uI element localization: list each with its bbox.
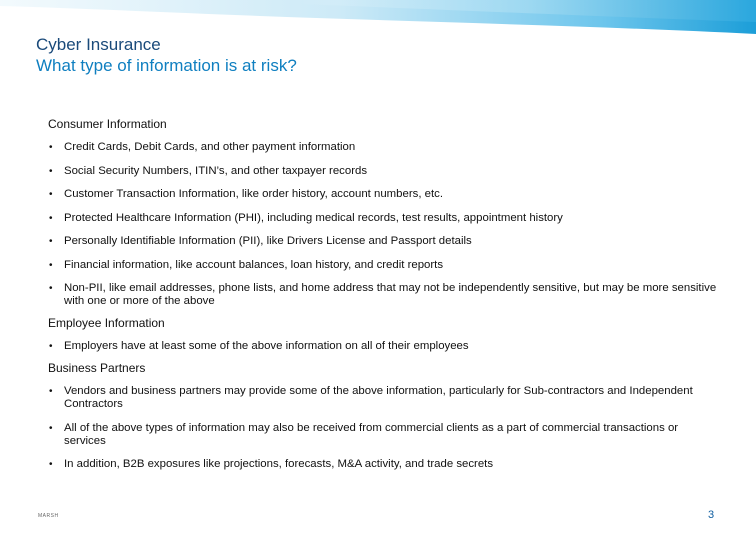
list-item [48, 165, 718, 178]
section-heading-employee: Employee Information [48, 316, 165, 330]
list-item [48, 385, 718, 411]
bullet-icon: • [49, 259, 53, 271]
list-item [48, 422, 718, 448]
bullet-icon: • [49, 142, 53, 153]
bullet-text: Protected Healthcare Information (PHI), including medical records, test results, appointment history [64, 211, 563, 224]
page-number: 3 [708, 509, 715, 521]
bullet-icon: • [49, 212, 53, 224]
bullet-text: Employers have at least some of the above information on all of their employees [64, 340, 469, 352]
title-block [36, 34, 636, 76]
bullet-icon: • [49, 459, 53, 470]
bullet-text: Financial information, like account balances, loan history, and credit reports [64, 258, 444, 271]
bullet-icon: • [49, 283, 53, 294]
section-heading-consumer: Consumer Information [48, 117, 167, 131]
bullet-text: All of the above types of information may also be received from commercial clients as a part of commercial transactions or services [64, 421, 679, 447]
employee-bullet-list [48, 340, 718, 353]
bullet-text: In addition, B2B exposures like projections, forecasts, M&A activity, and trade secrets [64, 458, 494, 470]
bullet-text: Social Security Numbers, ITIN’s, and other taxpayer records [64, 164, 368, 177]
page-title: Cyber Insurance [36, 35, 161, 54]
bullet-icon: • [49, 165, 53, 177]
bullet-icon: • [49, 422, 53, 434]
bullet-text: Personally Identifiable Information (PII), like Drivers License and Passport details [64, 235, 472, 247]
page-subtitle: What type of information is at risk? [36, 56, 297, 75]
list-item [48, 340, 718, 353]
marsh-logo: MARSH [38, 513, 59, 519]
bullet-icon: • [49, 341, 53, 352]
list-item [48, 235, 718, 248]
bullet-text: Vendors and business partners may provide some of the above information, particularly for Sub-contractors and Independent Contractors [64, 385, 693, 410]
list-item [48, 458, 718, 471]
bullet-icon: • [49, 189, 53, 200]
list-item [48, 212, 718, 225]
content-body [48, 118, 718, 482]
list-item [48, 259, 718, 272]
bullet-text: Credit Cards, Debit Cards, and other payment information [64, 141, 356, 153]
list-item [48, 282, 718, 308]
bullet-text: Customer Transaction Information, like order history, account numbers, etc. [64, 188, 444, 200]
bullet-icon: • [49, 386, 53, 397]
bullet-text: Non-PII, like email addresses, phone lists, and home address that may not be independently sensitive, but may be more sensitive with one or more of the above [64, 282, 717, 307]
list-item [48, 188, 718, 201]
list-item [48, 141, 718, 154]
bullet-icon: • [49, 236, 53, 247]
section-heading-business: Business Partners [48, 361, 146, 375]
business-bullet-list [48, 385, 718, 471]
consumer-bullet-list [48, 141, 718, 308]
